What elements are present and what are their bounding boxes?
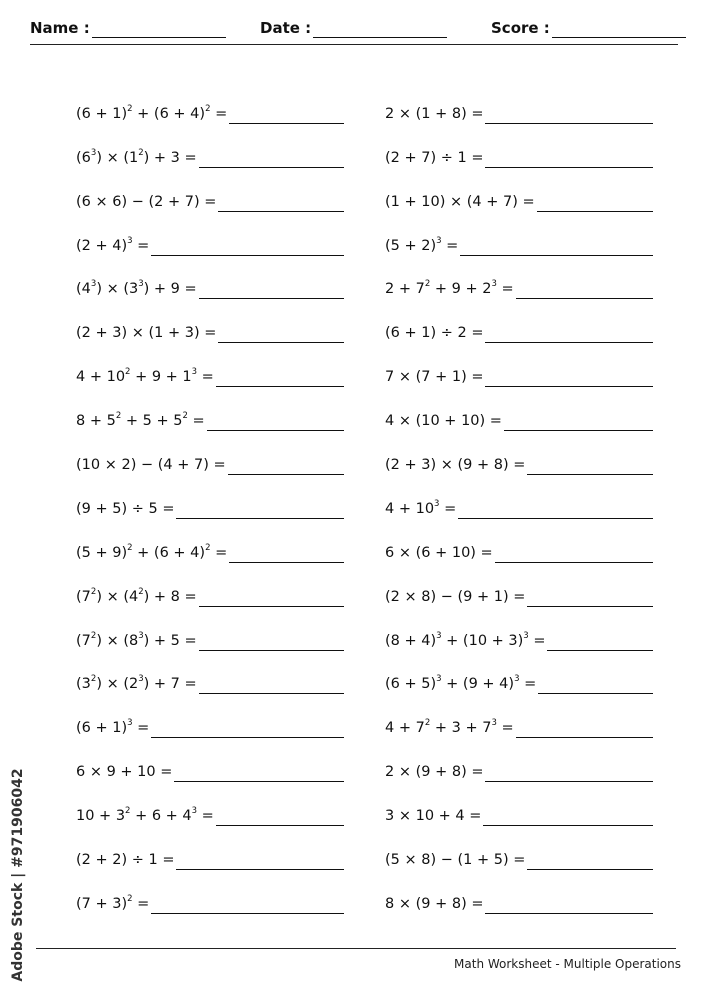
date-field (260, 18, 447, 38)
problem-row (76, 519, 344, 563)
answer-line[interactable] (199, 675, 344, 694)
problem-row (76, 212, 344, 256)
problem-expression: $4 + 7^2 + 3 + 7^3$ = (385, 718, 514, 737)
answer-line[interactable] (485, 324, 653, 343)
score-line[interactable] (552, 21, 686, 38)
problem-expression: (6 + 1) ÷ 2 = (385, 325, 484, 342)
score-field (491, 18, 686, 38)
answer-line[interactable] (527, 851, 653, 870)
answer-line[interactable] (483, 807, 653, 826)
answer-line[interactable] (218, 324, 344, 343)
problem-expression: $(6^3) \times (1^2) + 3$ = (76, 147, 197, 166)
problem-row (76, 256, 344, 300)
problem-expression: (2 + 3) × (1 + 3) = (76, 325, 217, 342)
problem-expression: 6 × (6 + 10) = (385, 544, 493, 561)
problem-row (385, 826, 653, 870)
answer-line[interactable] (485, 763, 653, 782)
problem-row (385, 782, 653, 826)
problem-row (76, 299, 344, 343)
problem-row (76, 80, 344, 124)
problem-row (385, 651, 653, 695)
problem-expression: (1 + 10) × (4 + 7) = (385, 193, 535, 210)
name-line[interactable] (92, 21, 226, 38)
answer-line[interactable] (151, 895, 344, 914)
problem-expression: $2 + 7^2 + 9 + 2^3$ = (385, 279, 514, 298)
problem-expression: (2 + 7) ÷ 1 = (385, 149, 484, 166)
problem-expression: (2 + 3) × (9 + 8) = (385, 457, 526, 474)
problem-expression: $(5 + 2)^3$ = (385, 235, 459, 254)
date-line[interactable] (313, 21, 447, 38)
answer-line[interactable] (199, 632, 344, 651)
problem-row (76, 343, 344, 387)
problem-expression: 2 × (9 + 8) = (385, 764, 484, 781)
header-divider (30, 44, 678, 45)
problem-row (76, 651, 344, 695)
watermark-text: Adobe Stock | #971906042 (10, 768, 26, 982)
problem-row (385, 738, 653, 782)
problem-row (76, 694, 344, 738)
problem-row (385, 519, 653, 563)
problem-row (76, 607, 344, 651)
answer-line[interactable] (216, 807, 344, 826)
answer-line[interactable] (151, 719, 344, 738)
problem-expression: $(7^2) \times (8^3) + 5$ = (76, 630, 197, 649)
problem-row (385, 80, 653, 124)
footer-divider (36, 948, 676, 949)
problem-row (385, 299, 653, 343)
problem-expression: (9 + 5) ÷ 5 = (76, 500, 175, 517)
problem-expression: $(6 + 5)^3 + (9 + 4)^3$ = (385, 674, 537, 693)
answer-line[interactable] (527, 588, 653, 607)
problem-row (385, 168, 653, 212)
date-label: Date : (260, 19, 312, 37)
problem-expression: $(8 + 4)^3 + (10 + 3)^3$ = (385, 630, 546, 649)
problem-row (76, 826, 344, 870)
answer-line[interactable] (228, 456, 344, 475)
problem-expression: (6 × 6) − (2 + 7) = (76, 193, 217, 210)
answer-line[interactable] (176, 500, 344, 519)
answer-line[interactable] (485, 895, 653, 914)
problem-row (76, 563, 344, 607)
problem-expression: 4 × (10 + 10) = (385, 413, 502, 430)
answer-line[interactable] (538, 675, 653, 694)
problem-row (385, 431, 653, 475)
answer-line[interactable] (199, 280, 344, 299)
problem-row (385, 607, 653, 651)
problem-expression: $(2 + 4)^3$ = (76, 235, 150, 254)
problem-row (76, 124, 344, 168)
score-label: Score : (491, 19, 550, 37)
answer-line[interactable] (207, 412, 344, 431)
problem-expression: $(6 + 1)^3$ = (76, 718, 150, 737)
problem-expression: 3 × 10 + 4 = (385, 808, 482, 825)
answer-line[interactable] (485, 149, 653, 168)
problem-row (385, 563, 653, 607)
stock-watermark (6, 760, 30, 990)
answer-line[interactable] (504, 412, 653, 431)
problem-row (76, 870, 344, 914)
problem-expression: (10 × 2) − (4 + 7) = (76, 457, 226, 474)
answer-line[interactable] (537, 193, 653, 212)
answer-line[interactable] (229, 105, 344, 124)
answer-line[interactable] (199, 149, 344, 168)
answer-line[interactable] (199, 588, 344, 607)
problem-row (76, 168, 344, 212)
problem-row (385, 387, 653, 431)
footer-caption: Math Worksheet - Multiple Operations (454, 957, 681, 971)
problem-row (76, 387, 344, 431)
problem-expression: (2 + 2) ÷ 1 = (76, 852, 175, 869)
problem-expression: 8 × (9 + 8) = (385, 895, 484, 912)
problem-row (385, 343, 653, 387)
answer-line[interactable] (516, 280, 653, 299)
problem-expression: 2 × (1 + 8) = (385, 105, 484, 122)
problem-expression: $10 + 3^2 + 6 + 4^3$ = (76, 806, 214, 825)
name-label: Name : (30, 19, 90, 37)
right-problem-column (385, 80, 653, 914)
answer-line[interactable] (527, 456, 653, 475)
answer-line[interactable] (485, 105, 653, 124)
answer-line[interactable] (495, 544, 653, 563)
problem-row (76, 431, 344, 475)
problem-expression: $(7 + 3)^2$ = (76, 893, 150, 912)
name-field (30, 18, 226, 38)
problem-row (385, 475, 653, 519)
answer-line[interactable] (547, 632, 653, 651)
answer-line[interactable] (174, 763, 344, 782)
answer-line[interactable] (460, 237, 653, 256)
problem-expression: 7 × (7 + 1) = (385, 369, 484, 386)
problem-row (385, 694, 653, 738)
problem-expression: (2 × 8) − (9 + 1) = (385, 588, 526, 605)
problem-expression: $4 + 10^2 + 9 + 1^3$ = (76, 367, 214, 386)
problem-row (76, 738, 344, 782)
answer-line[interactable] (176, 851, 344, 870)
answer-line[interactable] (516, 719, 653, 738)
answer-line[interactable] (151, 237, 344, 256)
answer-line[interactable] (485, 368, 653, 387)
problem-expression: $(6 + 1)^2 + (6 + 4)^2$ = (76, 103, 228, 122)
problem-row (385, 212, 653, 256)
answer-line[interactable] (229, 544, 344, 563)
problem-expression: 6 × 9 + 10 = (76, 764, 173, 781)
problem-expression: $(3^2) \times (2^3) + 7$ = (76, 674, 197, 693)
problem-expression: $(5 + 9)^2 + (6 + 4)^2$ = (76, 542, 228, 561)
problem-expression: $(7^2) \times (4^2) + 8$ = (76, 586, 197, 605)
problem-row (385, 256, 653, 300)
problem-expression: $8 + 5^2 + 5 + 5^2$ = (76, 411, 205, 430)
answer-line[interactable] (218, 193, 344, 212)
problem-expression: $(4^3) \times (3^3) + 9$ = (76, 279, 197, 298)
problem-row (385, 124, 653, 168)
answer-line[interactable] (458, 500, 653, 519)
problem-expression: (5 × 8) − (1 + 5) = (385, 852, 526, 869)
problem-row (76, 782, 344, 826)
left-problem-column (76, 80, 344, 914)
problem-row (385, 870, 653, 914)
answer-line[interactable] (216, 368, 344, 387)
problem-expression: $4 + 10^3$ = (385, 498, 457, 517)
problem-row (76, 475, 344, 519)
